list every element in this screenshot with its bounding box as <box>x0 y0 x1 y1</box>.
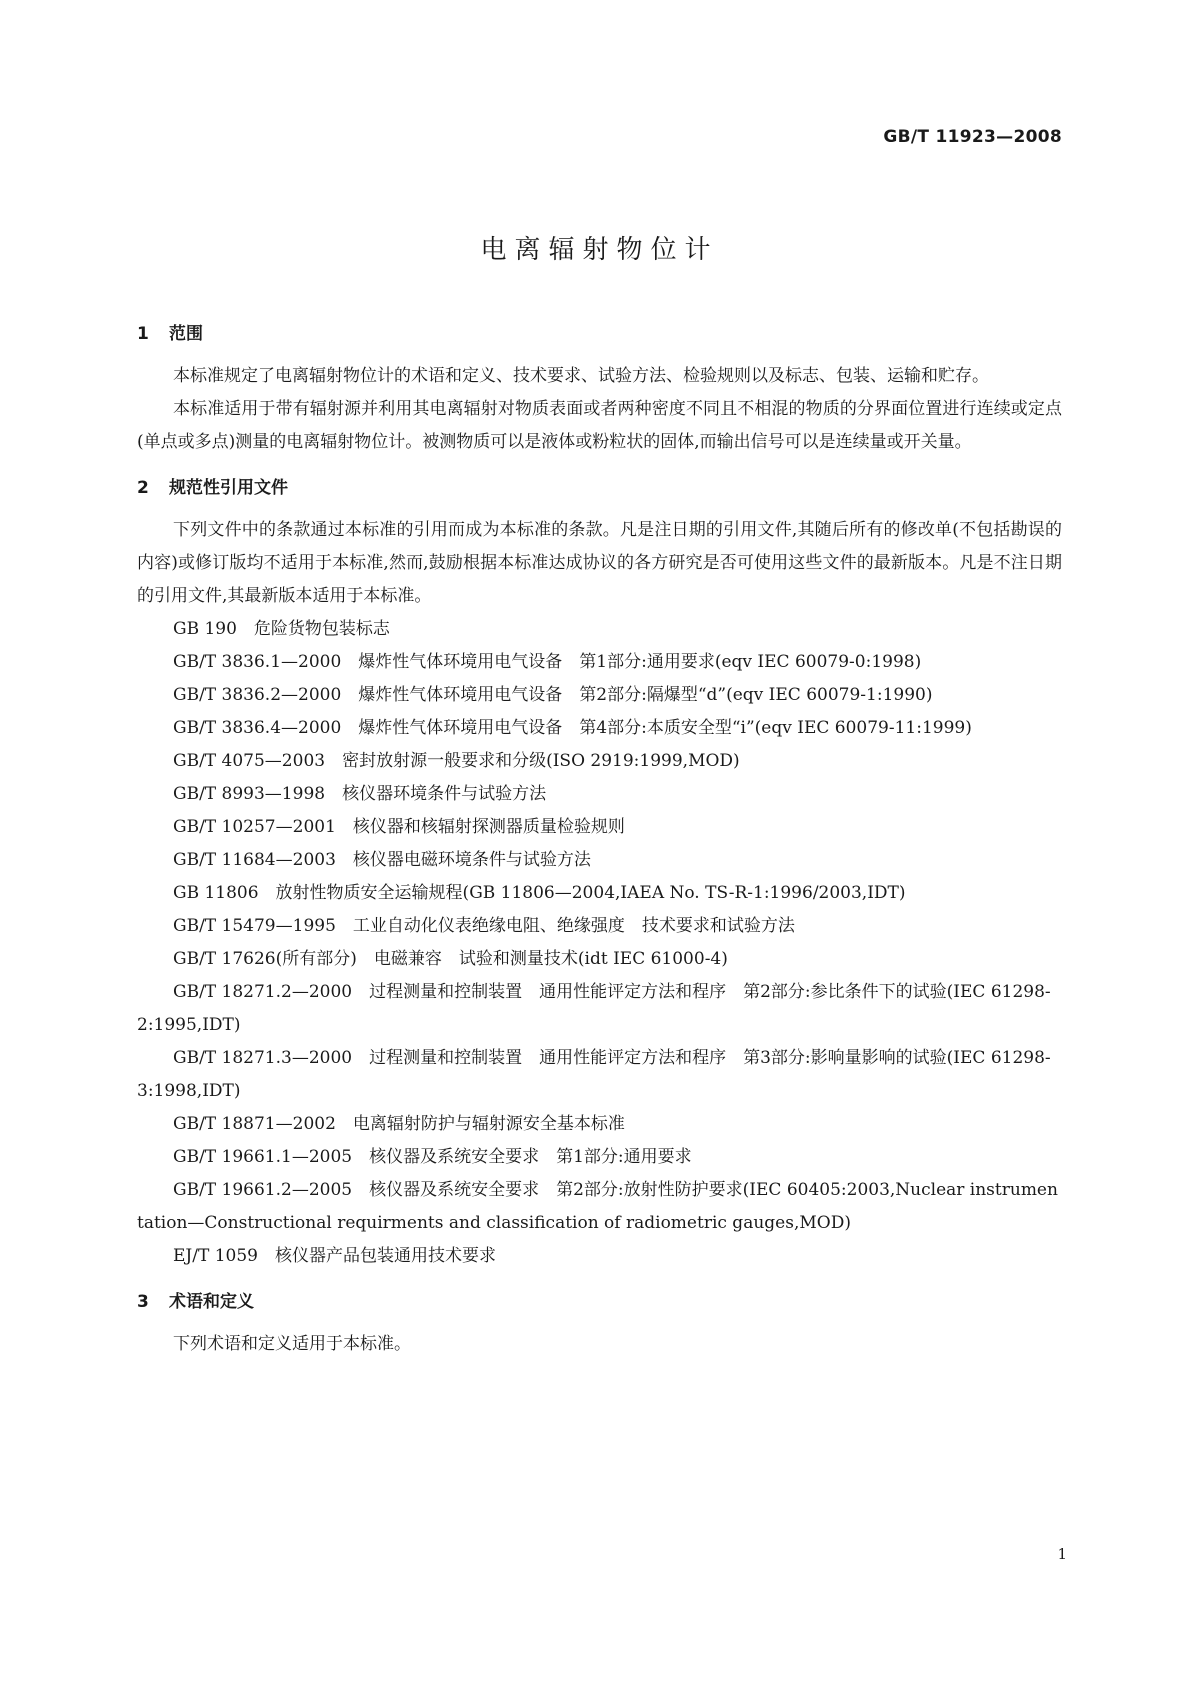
section-number: 2 <box>137 478 149 498</box>
section-terms-and-definitions <box>137 1290 1062 1361</box>
reference-item: GB/T 10257—2001 核仪器和核辐射探测器质量检验规则 <box>173 817 625 837</box>
reference-item: GB/T 4075—2003 密封放射源一般要求和分级(ISO 2919:1999,MOD) <box>173 751 740 771</box>
paragraph: 本标准适用于带有辐射源并利用其电离辐射对物质表面或者两种密度不同且不相混的物质的分界面位置进行连续或定点(单点或多点)测量的电离辐射物位计。被测物质可以是液体或粉粒状的固体,而输出信号可以是连续量或开关量。 <box>137 399 1062 452</box>
document-body <box>137 322 1062 1361</box>
reference-item: GB/T 8993—1998 核仪器环境条件与试验方法 <box>173 784 547 804</box>
reference-item: GB/T 3836.4—2000 爆炸性气体环境用电气设备 第4部分:本质安全型“i”(eqv IEC 60079-11:1999) <box>173 718 972 738</box>
section-title: 规范性引用文件 <box>169 478 288 498</box>
section-heading <box>137 322 1062 346</box>
reference-item: GB/T 17626(所有部分) 电磁兼容 试验和测量技术(idt IEC 61000-4) <box>173 949 728 969</box>
section-number: 1 <box>137 324 149 344</box>
paragraph: 本标准规定了电离辐射物位计的术语和定义、技术要求、试验方法、检验规则以及标志、包装、运输和贮存。 <box>173 366 989 386</box>
section-number: 3 <box>137 1292 149 1312</box>
reference-list <box>137 613 1062 1273</box>
reference-item: GB 11806 放射性物质安全运输规程(GB 11806—2004,IAEA No. TS-R-1:1996/2003,IDT) <box>173 883 906 903</box>
reference-item: EJ/T 1059 核仪器产品包装通用技术要求 <box>173 1246 496 1266</box>
reference-item: GB/T 15479—1995 工业自动化仪表绝缘电阻、绝缘强度 技术要求和试验方法 <box>173 916 795 936</box>
reference-item: GB/T 18871—2002 电离辐射防护与辐射源安全基本标准 <box>173 1114 625 1134</box>
section-title: 术语和定义 <box>169 1292 254 1312</box>
document-title: 电离辐射物位计 <box>480 235 719 265</box>
section-normative-references <box>137 476 1062 1273</box>
reference-item: GB/T 19661.1—2005 核仪器及系统安全要求 第1部分:通用要求 <box>173 1147 692 1167</box>
standard-code: GB/T 11923—2008 <box>883 127 1062 147</box>
reference-item: GB 190 危险货物包装标志 <box>173 619 390 639</box>
page-number: 1 <box>1057 1545 1067 1563</box>
section-heading <box>137 1290 1062 1314</box>
reference-item: GB/T 11684—2003 核仪器电磁环境条件与试验方法 <box>173 850 591 870</box>
section-title: 范围 <box>169 324 203 344</box>
reference-item: GB/T 3836.2—2000 爆炸性气体环境用电气设备 第2部分:隔爆型“d”(eqv IEC 60079-1:1990) <box>173 685 933 705</box>
reference-item: GB/T 3836.1—2000 爆炸性气体环境用电气设备 第1部分:通用要求(eqv IEC 60079-0:1998) <box>173 652 922 672</box>
reference-item: GB/T 19661.2—2005 核仪器及系统安全要求 第2部分:放射性防护要求(IEC 60405:2003,Nuclear instrumentation—Constructional requirments and classification of radiometric gauges,MOD) <box>137 1180 1058 1233</box>
section-heading <box>137 476 1062 500</box>
reference-item: GB/T 18271.3—2000 过程测量和控制装置 通用性能评定方法和程序 第3部分:影响量影响的试验(IEC 61298-3:1998,IDT) <box>137 1048 1051 1101</box>
paragraph: 下列术语和定义适用于本标准。 <box>173 1334 411 1354</box>
reference-item: GB/T 18271.2—2000 过程测量和控制装置 通用性能评定方法和程序 第2部分:参比条件下的试验(IEC 61298-2:1995,IDT) <box>137 982 1051 1035</box>
paragraph: 下列文件中的条款通过本标准的引用而成为本标准的条款。凡是注日期的引用文件,其随后所有的修改单(不包括勘误的内容)或修订版均不适用于本标准,然而,鼓励根据本标准达成协议的各方研究是否可使用这些文件的最新版本。凡是不注日期的引用文件,其最新版本适用于本标准。 <box>137 520 1062 606</box>
section-scope <box>137 322 1062 459</box>
